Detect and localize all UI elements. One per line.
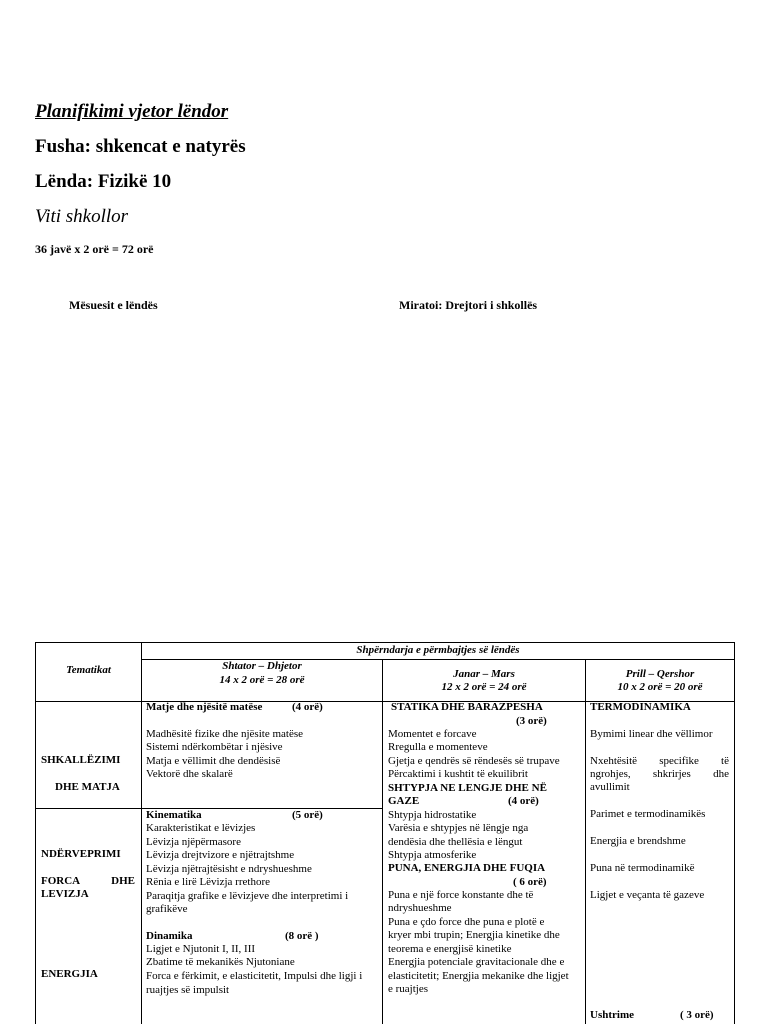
unit-hours: (4 orë)	[508, 795, 539, 807]
table-divider	[141, 642, 142, 1024]
field-line: Fusha: shkencat e natyrës	[35, 136, 246, 157]
topic-item: Shtypja atmosferike	[388, 849, 477, 861]
theme-and-word: DHE	[111, 875, 135, 887]
topic-item: Lëvizja njëpërmasore	[146, 836, 241, 848]
unit-title: TERMODINAMIKA	[590, 701, 691, 713]
topic-item: Sistemi ndërkombëtar i njësive	[146, 741, 283, 753]
themes-header: Tematikat	[66, 664, 111, 676]
unit-title: Dinamika	[146, 930, 193, 942]
topic-item: Varësia e shtypjes në lëngje nga	[388, 822, 529, 834]
topic-item: Parimet e termodinamikës	[590, 808, 706, 820]
topic-item: Puna e çdo force dhe puna e plotë e	[388, 916, 545, 928]
topic-item: Zbatime të mekanikës Njutoniane	[146, 956, 295, 968]
topic-item: Puna në termodinamikë	[590, 862, 695, 874]
topic-item: Ligjet e Njutonit I, II, III	[146, 943, 256, 955]
table-border-top	[35, 642, 735, 643]
topic-item: Lëvizja drejtvizore e njëtrajtshme	[146, 849, 295, 861]
table-divider	[382, 659, 383, 1024]
topic-item: Ligjet e veçanta të gazeve	[590, 889, 705, 901]
subject-line: Lënda: Fizikë 10	[35, 171, 172, 192]
topic-item: Momentet e forcave	[388, 728, 477, 740]
topic-item: Puna e një force konstante dhe të	[388, 889, 534, 901]
table-divider	[35, 808, 382, 809]
theme-measurement: DHE MATJA	[55, 781, 120, 793]
unit-title: GAZE	[388, 795, 420, 807]
topic-item: Matja e vëllimit dhe dendësisë	[146, 755, 281, 767]
topic-item	[590, 755, 729, 769]
topic-item: Vektorë dhe skalarë	[146, 768, 233, 780]
topic-item: Karakteristikat e lëvizjes	[146, 822, 256, 834]
topic-item: teorema e energjisë kinetike	[388, 943, 512, 955]
distribution-header: Shpërndarja e përmbajtjes së lëndës	[356, 644, 520, 656]
exercises-title: Ushtrime	[590, 1009, 634, 1021]
topic-word: të	[721, 755, 729, 767]
theme-measurement: SHKALLËZIMI	[41, 754, 121, 766]
unit-hours: (8 orë )	[285, 930, 319, 942]
topic-item: kryer mbi trupin; Energjia kinetike dhe	[388, 929, 560, 941]
table-divider	[585, 659, 586, 1024]
topic-item: ndryshueshme	[388, 902, 452, 914]
theme-force-motion: LEVIZJA	[41, 888, 89, 900]
table-border-left	[35, 642, 36, 1024]
topic-word: shkrirjes	[652, 768, 691, 780]
topic-item: Energjia e brendshme	[590, 835, 686, 847]
unit-title: PUNA, ENERGJIA DHE FUQIA	[388, 862, 546, 874]
theme-force-motion	[41, 875, 135, 889]
unit-hours: (4 orë)	[292, 701, 323, 713]
topic-item: Përcaktimi i kushtit të ekuilibrit	[388, 768, 528, 780]
topic-item: Energjia potenciale gravitacionale dhe e	[388, 956, 565, 968]
topic-item: Bymimi linear dhe vëllimor	[590, 728, 713, 740]
topic-item: ruajtjes së impulsit	[146, 984, 230, 996]
plan-title: Planifikimi vjetor lëndor	[35, 101, 229, 122]
topic-item: Forca e fërkimit, e elasticitetit, Impulsi dhe ligji i	[146, 970, 363, 982]
topic-item: avullimit	[590, 781, 630, 793]
topic-item: e ruajtjes	[388, 983, 429, 995]
topic-item: elasticitetit; Energjia mekanike dhe ligjet	[388, 970, 569, 982]
topic-item: grafikëve	[146, 903, 188, 915]
approved-by-label: Miratoi: Drejtori i shkollës	[399, 298, 538, 312]
unit-hours: (5 orë)	[292, 809, 323, 821]
period-3-hours: 10 x 2 orë = 20 orë	[617, 681, 703, 693]
total-hours-line: 36 javë x 2 orë = 72 orë	[35, 242, 154, 256]
topic-item: Madhësitë fizike dhe njësite matëse	[146, 728, 303, 740]
unit-title: STATIKA DHE BARAZPESHA	[391, 701, 543, 713]
theme-force-word: FORCA	[41, 875, 81, 887]
topic-item: Rënia e lirë Lëvizja rrethore	[146, 876, 270, 888]
topic-item: Paraqitja grafike e lëvizjeve dhe interpretimi i	[146, 890, 349, 902]
topic-item	[590, 768, 729, 782]
school-year-line: Viti shkollor	[35, 206, 129, 227]
unit-hours: (3 orë)	[516, 715, 547, 727]
topic-word: dhe	[713, 768, 729, 780]
theme-energy: ENERGJIA	[41, 968, 98, 980]
topic-item: Lëvizja njëtrajtësisht e ndryshueshme	[146, 863, 312, 875]
topic-word: ngrohjes,	[590, 768, 631, 780]
period-2-hours: 12 x 2 orë = 24 orë	[441, 681, 527, 693]
exercises-hours: ( 3 orë)	[680, 1009, 714, 1021]
topic-item: Rregulla e momenteve	[388, 741, 488, 753]
period-3-months: Prill – Qershor	[625, 668, 695, 680]
period-2-months: Janar – Mars	[453, 668, 515, 680]
period-1-months: Shtator – Dhjetor	[222, 660, 302, 672]
topic-word: specifike	[659, 755, 699, 767]
table-border-right	[734, 642, 735, 1024]
topic-item: Shtypja hidrostatike	[388, 809, 477, 821]
unit-title: Kinematika	[146, 809, 202, 821]
topic-item: Gjetja e qendrës së rëndesës së trupave	[388, 755, 560, 767]
unit-hours: ( 6 orë)	[513, 876, 547, 888]
period-1-hours: 14 x 2 orë = 28 orë	[219, 674, 305, 686]
topic-word: Nxehtësitë	[590, 755, 638, 767]
topic-item: dendësia dhe thellësia e lëngut	[388, 836, 523, 848]
unit-title: SHTYPJA NE LENGJE DHE NË	[388, 782, 547, 794]
theme-interaction: NDËRVEPRIMI	[41, 848, 121, 860]
unit-title: Matje dhe njësitë matëse	[146, 701, 263, 713]
teacher-signature-label: Mësuesit e lëndës	[69, 298, 158, 312]
